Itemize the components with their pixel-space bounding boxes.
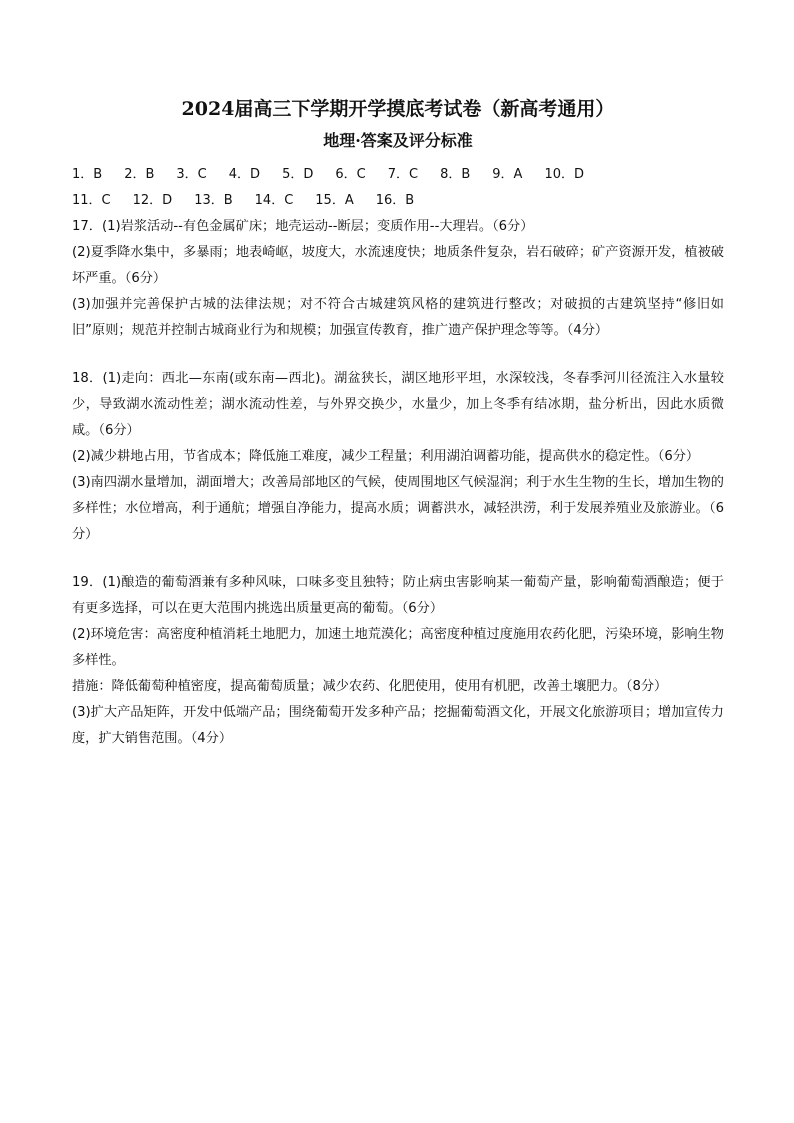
q18-part2: (2)减少耕地占用，节省成本；降低施工难度，减少工程量；利用湖泊调蓄功能，提高供水的稳定性。（6分） — [72, 449, 700, 464]
answer-2: 2．B — [124, 167, 155, 182]
q19-measures: 措施：降低葡萄种植密度，提高葡萄质量；减少农药、化肥使用，使用有机肥，改善土壤肥力。（8分） — [72, 679, 668, 694]
q17-part2: (2)夏季降水集中，多暴雨；地表崎岖，坡度大，水流速度快；地质条件复杂，岩石破碎；矿产资源开发，植被破坏严重。（6分） — [72, 245, 724, 286]
answer-14: 14．C — [254, 193, 294, 208]
q18-part3: (3)南四湖水量增加，湖面增大；改善局部地区的气候，使周围地区气候湿润；利于水生生物的生长，增加生物的多样性；水位增高，利于通航；增强自净能力，提高水质；调蓄洪水，减轻洪涝，利于发展养殖业及旅游业。（6分） — [72, 475, 724, 542]
answer-1: 1．B — [72, 167, 103, 182]
q19-part2: (2)环境危害：高密度种植消耗土地肥力，加速土地荒漠化；高密度种植过度施用农药化肥，污染环境，影响生物多样性。 — [72, 627, 724, 668]
answer-7: 7．C — [387, 167, 419, 182]
q19-part3: (3)扩大产品矩阵，开发中低端产品；围绕葡萄开发多种产品；挖掘葡萄酒文化，开展文化旅游项目；增加宣传力度，扩大销售范围。（4分） — [72, 705, 724, 746]
section-gap — [72, 548, 724, 570]
answer-15: 15．A — [315, 193, 354, 208]
answer-3: 3．C — [176, 167, 207, 182]
answer-5: 5．D — [282, 167, 314, 182]
q17-part1: 17．(1)岩浆活动--有色金属矿床；地壳运动--断层；变质作用--大理岩。（6分） — [72, 219, 534, 234]
answer-11: 11．C — [72, 193, 111, 208]
page-subtitle: 地理·答案及评分标准 — [323, 131, 473, 150]
answer-16: 16．B — [375, 193, 415, 208]
answer-12: 12．D — [132, 193, 173, 208]
answer-6: 6．C — [335, 167, 366, 182]
choice-answers-row-1 — [72, 162, 724, 188]
answer-8: 8．B — [440, 167, 471, 182]
q18-part1: 18．(1)走向：西北—东南(或东南—西北)。湖盆狭长，湖区地形平坦，水深较浅，冬春季河川径流注入水量较少，导致湖水流动性差；湖水流动性差，与外界交换少，水量少，加上冬季有结冰期，盐分析出，因此水质微咸。（6分） — [72, 371, 724, 438]
answer-10: 10．D — [544, 167, 585, 182]
answer-9: 9．A — [492, 167, 523, 182]
answer-13: 13．B — [194, 193, 233, 208]
page-title: 2024届高三下学期开学摸底考试卷（新高考通用） — [181, 98, 615, 120]
answer-4: 4．D — [228, 167, 261, 182]
q17-part3: (3)加强并完善保护古城的法律法规；对不符合古城建筑风格的建筑进行整改；对破损的古建筑坚持“修旧如旧”原则；规范并控制古城商业行为和规模；加强宣传教育，推广遗产保护理念等等。（4分） — [72, 297, 724, 338]
choice-answers-row-2 — [72, 188, 724, 214]
q19-part1: 19．(1)酿造的葡萄酒兼有多种风味，口味多变且独特；防止病虫害影响某一葡萄产量，影响葡萄酒酿造；便于有更多选择，可以在更大范围内挑选出质量更高的葡萄。（6分） — [72, 575, 724, 616]
section-gap — [72, 344, 724, 366]
